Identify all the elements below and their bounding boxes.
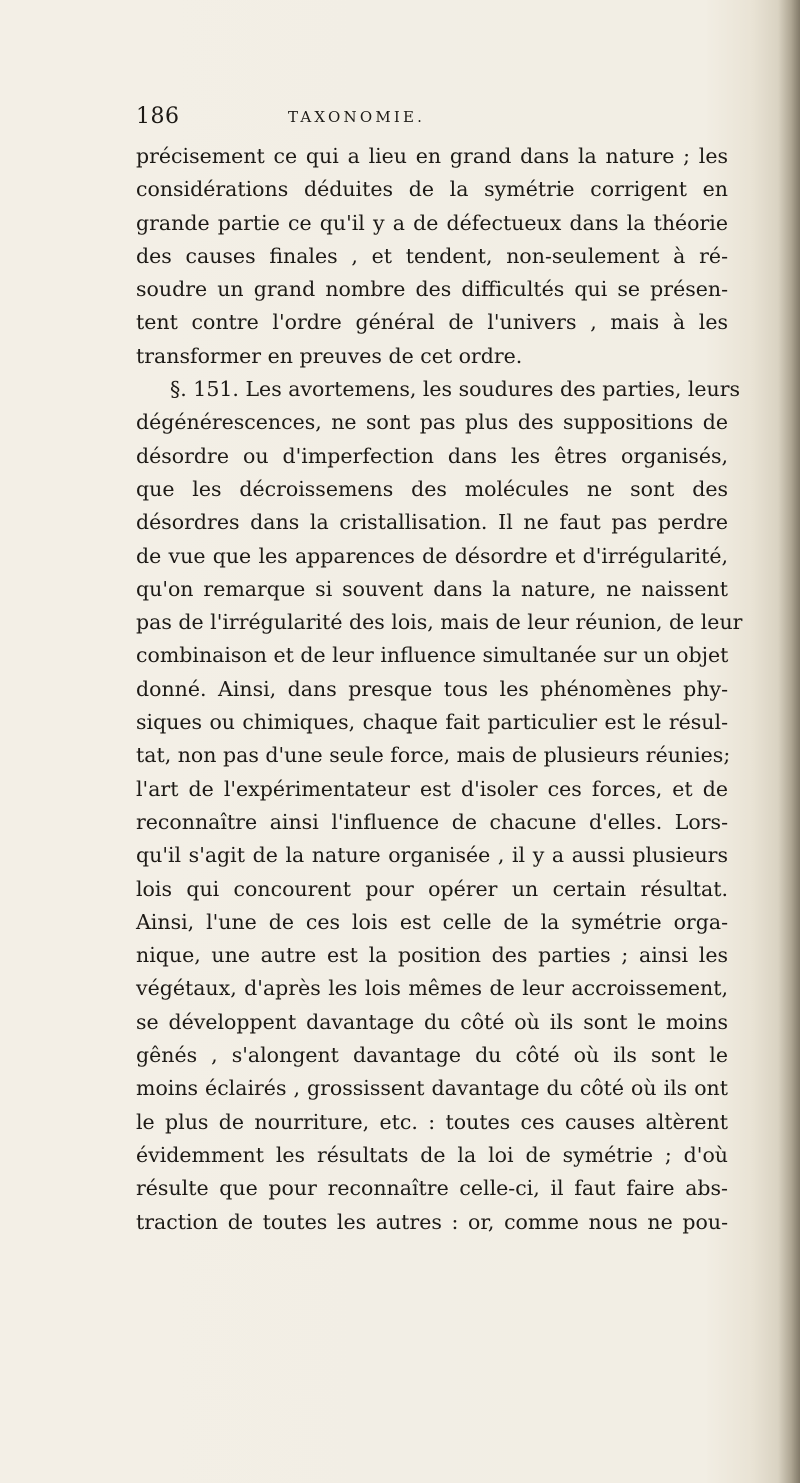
text-line: transformer en preuves de cet ordre. (136, 343, 523, 368)
text-line: Ainsi, l'une de ces lois est celle de la symétrie orga- (136, 909, 728, 934)
text-line: l'art de l'expérimentateur est d'isoler ces forces, et de (136, 776, 728, 801)
text-line: combinaison et de leur influence simultanée sur un objet (136, 643, 729, 668)
text-line: des causes finales , et tendent, non-seulement à ré- (136, 243, 728, 268)
text-line: le plus de nourriture, etc. : toutes ces causes altèrent (136, 1109, 728, 1134)
text-line: traction de toutes les autres : or, comme nous ne pou- (136, 1209, 728, 1234)
paragraph (136, 140, 728, 373)
text-line: tat, non pas d'une seule force, mais de plusieurs réunies; (136, 743, 731, 768)
text-line: soudre un grand nombre des difficultés qui se présen- (136, 277, 728, 302)
text-line: désordres dans la cristallisation. Il ne faut pas perdre (136, 510, 728, 535)
page-number: 186 (136, 104, 180, 129)
running-head: TAXONOMIE. (288, 108, 426, 126)
text-line: gênés , s'alongent davantage du côté où ils sont le (136, 1043, 728, 1068)
page-edge-shadow (778, 0, 800, 1483)
text-line: que les décroissemens des molécules ne sont des (136, 476, 728, 501)
text-line: résulte que pour reconnaître celle-ci, il faut faire abs- (136, 1176, 728, 1201)
text-line: dégénérescences, ne sont pas plus des suppositions de (136, 410, 728, 435)
text-line: se développent davantage du côté où ils sont le moins (136, 1009, 728, 1034)
text-line: §. 151. Les avortemens, les soudures des parties, leurs (170, 377, 741, 402)
text-line: qu'il s'agit de la nature organisée , il y a aussi plusieurs (136, 843, 728, 868)
text-line: pas de l'irrégularité des lois, mais de leur réunion, de leur (136, 610, 743, 635)
text-line: qu'on remarque si souvent dans la nature, ne naissent (136, 576, 728, 601)
text-line: nique, une autre est la position des parties ; ainsi les (136, 943, 728, 968)
text-line: lois qui concourent pour opérer un certain résultat. (136, 876, 728, 901)
text-line: de vue que les apparences de désordre et d'irrégularité, (136, 543, 728, 568)
text-line: précisement ce qui a lieu en grand dans la nature ; les (136, 144, 728, 168)
text-line: désordre ou d'imperfection dans les êtres organisés, (136, 443, 728, 468)
text-line: grande partie ce qu'il y a de défectueux dans la théorie (136, 210, 728, 235)
body-text (136, 140, 743, 1239)
text-line: siques ou chimiques, chaque fait particulier est le résul- (136, 710, 728, 735)
text-line: reconnaître ainsi l'influence de chacune d'elles. Lors- (136, 809, 728, 834)
text-line: évidemment les résultats de la loi de symétrie ; d'où (136, 1142, 728, 1167)
text-line: considérations déduites de la symétrie corrigent en (136, 177, 728, 202)
text-line: végétaux, d'après les lois mêmes de leur accroissement, (136, 976, 728, 1001)
text-line: donné. Ainsi, dans presque tous les phénomènes phy- (136, 676, 728, 701)
text-line: moins éclairés , grossissent davantage du côté où ils ont (136, 1076, 728, 1101)
page-header (136, 104, 726, 138)
text-line: tent contre l'ordre général de l'univers , mais à les (136, 310, 728, 335)
paragraph (136, 373, 743, 1239)
